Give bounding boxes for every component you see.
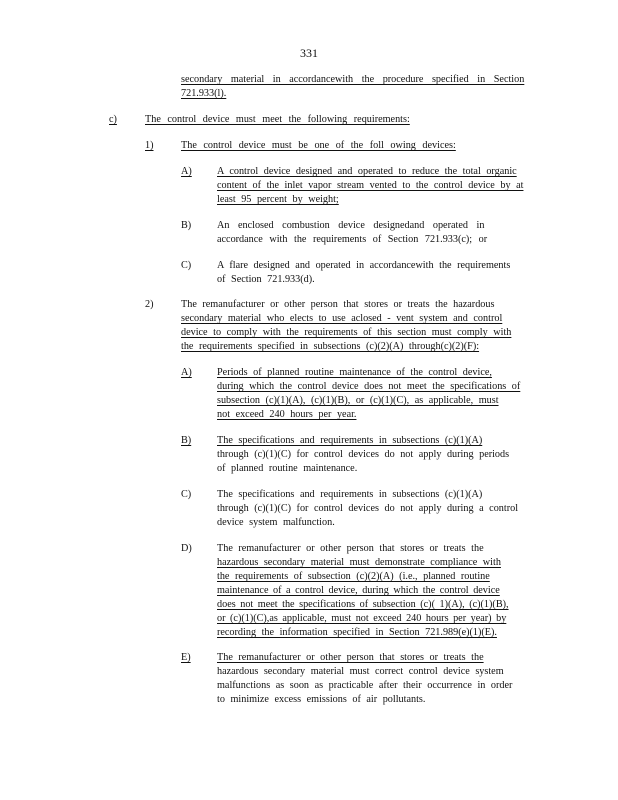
text-line: A flare designed and operated in accordancewith the requirements	[217, 260, 511, 271]
item-label-c2b: B)	[181, 435, 192, 446]
text-line: not exceed 240 hours per year.	[217, 409, 357, 420]
text-line: to minimize excess emissions of air pollutants.	[217, 694, 426, 705]
text-line: The control device must be one of the foll owing devices:	[181, 140, 456, 151]
text-line: device system malfunction.	[217, 517, 335, 528]
item-c-text	[145, 113, 410, 127]
item-label-c1: 1)	[145, 140, 154, 151]
text-line: device to comply with the requirements of this section must comply with	[181, 327, 512, 338]
item-c2a-text	[217, 366, 520, 422]
item-label-c2: 2)	[145, 299, 154, 310]
text-line: The specifications and requirements in subsections (c)(1)(A)	[217, 489, 483, 500]
item-c2e-text	[217, 651, 512, 707]
text-line: the requirements of subsection (c)(2)(A) (i.e., planned routine	[217, 571, 490, 582]
text-line: The specifications and requirements in subsections (c)(1)(A)	[217, 435, 483, 446]
text-line: content of the inlet vapor stream vented to the control device by at	[217, 180, 524, 191]
item-label-c2d: D)	[181, 543, 192, 554]
text-line: hazardous secondary material must correct control device system	[217, 666, 504, 677]
text-line: hazardous secondary material must demonstrate compliance with	[217, 557, 501, 568]
text-line: Periods of planned routine maintenance of the control device,	[217, 367, 492, 378]
text-line: The control device must meet the following requirements:	[145, 114, 410, 125]
text-line: secondary material who elects to use aclosed - vent system and control	[181, 313, 503, 324]
text-line: through (c)(1)(C) for control devices do not apply during a control	[217, 503, 519, 514]
item-label-c: c)	[109, 114, 117, 125]
item-c2-text	[181, 298, 511, 354]
item-label-c1b: B)	[181, 220, 192, 231]
text-line: The remanufacturer or other person that stores or treats the hazardous	[181, 299, 495, 310]
text-line: subsection (c)(1)(A), (c)(1)(B), or (c)(1)(C), as applicable, must	[217, 395, 499, 406]
text-line: through (c)(1)(C) for control devices do not apply during periods	[217, 449, 510, 460]
text-line: malfunctions as soon as practicable after their occurrence in order	[217, 680, 513, 691]
text-line: of Section 721.933(d).	[217, 274, 315, 285]
text-line: of planned routine maintenance.	[217, 463, 358, 474]
item-c1a-text	[217, 165, 523, 207]
text-line: The remanufacturer or other person that stores or treats the	[217, 543, 484, 554]
text-line: the requirements specified in subsections (c)(2)(A) through(c)(2)(F):	[181, 341, 480, 352]
text-line: accordance with the requirements of Section 721.933(c); or	[217, 234, 488, 245]
item-c2c-text	[217, 488, 518, 530]
item-label-c1c: C)	[181, 260, 192, 271]
text-line: The remanufacturer or other person that stores or treats the	[217, 652, 484, 663]
page-number: 331	[300, 46, 318, 60]
item-label-c2c: C)	[181, 489, 192, 500]
text-line: maintenance of a control device, during which the control device	[217, 585, 500, 596]
item-label-c1a: A)	[181, 166, 192, 177]
item-c1b-text	[217, 219, 487, 247]
item-c2b-text	[217, 434, 509, 476]
text-line: or (c)(1)(C),as applicable, must not exceed 240 hours per year) by	[217, 613, 507, 624]
item-label-c2e: E)	[181, 652, 191, 663]
text-line: least 95 percent by weight;	[217, 194, 339, 205]
intro-paragraph	[181, 73, 541, 101]
item-c1c-text	[217, 259, 510, 287]
text-line: recording the information specified in Section 721.989(e)(1)(E).	[217, 627, 497, 638]
text-line: 721.933(l).	[181, 88, 227, 99]
item-c2d-text	[217, 542, 509, 640]
text-line: during which the control device does not meet the specifications of	[217, 381, 521, 392]
text-line: secondary material in accordancewith the procedure specified in Section	[181, 74, 525, 85]
text-line: An enclosed combustion device designedand operated in	[217, 220, 485, 231]
text-line: does not meet the specifications of subsection (c)( 1)(A), (c)(1)(B),	[217, 599, 509, 610]
item-c1-text	[181, 139, 456, 153]
text-line: A control device designed and operated to reduce the total organic	[217, 166, 517, 177]
item-label-c2a: A)	[181, 367, 192, 378]
